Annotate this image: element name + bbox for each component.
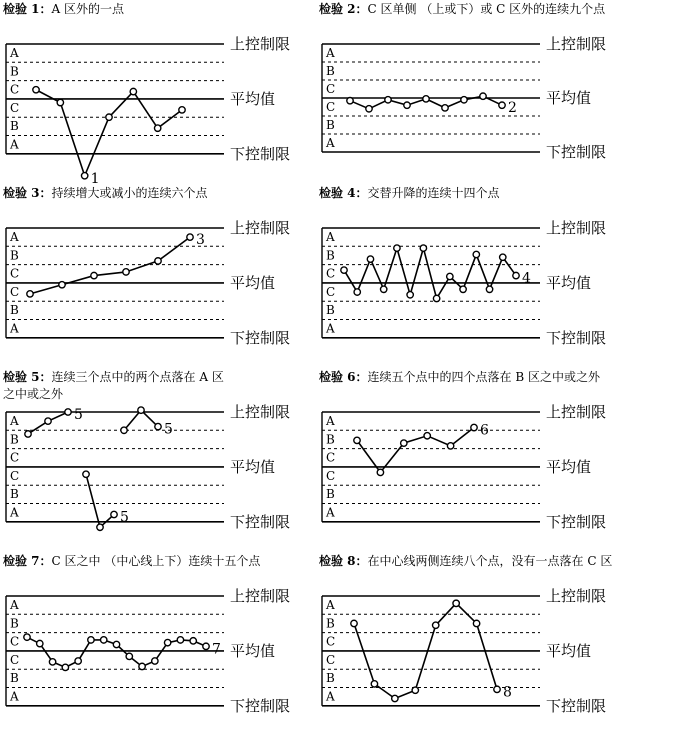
zone-label: B: [10, 616, 19, 631]
zone-label: B: [10, 303, 19, 318]
data-point: [45, 418, 51, 424]
data-point: [347, 98, 353, 104]
data-point: [433, 622, 439, 628]
data-point: [351, 620, 357, 626]
zone-label: B: [10, 487, 19, 502]
data-point: [113, 641, 119, 647]
panel-title-text: C 区单侧 （上或下）或 C 区外的连续九个点: [367, 2, 606, 16]
data-point: [179, 107, 185, 113]
test-number-label: 6: [480, 422, 489, 439]
data-point: [500, 254, 506, 260]
data-point: [27, 291, 33, 297]
data-point: [433, 295, 439, 301]
zone-label: B: [326, 432, 335, 447]
data-point: [354, 437, 360, 443]
data-point: [367, 256, 373, 262]
ucl-label: 上控制限: [546, 587, 607, 605]
center-label: 平均值: [230, 641, 276, 660]
data-point: [83, 471, 89, 477]
lcl-label: 下控制限: [230, 512, 291, 531]
data-point: [25, 431, 31, 437]
zone-label: A: [10, 46, 19, 60]
data-point: [385, 97, 391, 103]
data-point: [177, 637, 183, 643]
zone-label: A: [10, 137, 19, 152]
data-point: [111, 511, 117, 517]
lcl-label: 下控制限: [546, 696, 607, 715]
ucl-label: 上控制限: [230, 403, 291, 421]
panel-title-prefix: 检验 7：: [3, 554, 52, 568]
center-label: 平均值: [546, 641, 592, 660]
ucl-label: 上控制限: [546, 219, 607, 237]
center-label: 平均值: [230, 273, 276, 292]
lcl-label: 下控制限: [546, 328, 607, 347]
panel-title-prefix: 检验 5：: [3, 370, 52, 384]
data-point: [473, 620, 479, 626]
series-line: [30, 237, 190, 294]
zone-label: C: [326, 652, 336, 667]
zone-label: A: [10, 321, 19, 336]
series-line: [357, 428, 474, 473]
data-point: [401, 440, 407, 446]
zone-label: C: [10, 266, 20, 281]
data-point: [164, 639, 170, 645]
ucl-label: 上控制限: [546, 403, 607, 421]
zone-label: A: [10, 598, 19, 612]
lcl-label: 下控制限: [230, 144, 291, 163]
panel-title-text: 交替升降的连续十四个点: [367, 186, 500, 200]
data-point: [371, 681, 377, 687]
panel-title-prefix: 检验 2：: [319, 2, 368, 16]
center-label: 平均值: [546, 89, 592, 107]
test-number-label: 4: [522, 270, 531, 287]
control-chart: [316, 184, 632, 368]
test-number-label: 3: [196, 232, 205, 249]
test-number-label: 1: [90, 170, 100, 187]
zone-label: C: [326, 266, 336, 281]
zone-label: B: [326, 671, 335, 686]
zone-label: B: [326, 64, 335, 78]
control-chart: [0, 184, 316, 368]
zone-label: A: [326, 321, 335, 336]
zone-label: A: [326, 230, 335, 244]
control-chart: [0, 0, 316, 187]
data-point: [138, 407, 144, 413]
data-point: [473, 251, 479, 257]
data-point: [91, 272, 97, 278]
ucl-label: 上控制限: [230, 587, 291, 605]
zone-label: A: [326, 414, 335, 428]
data-point: [471, 424, 477, 430]
data-point: [394, 245, 400, 251]
data-point: [460, 286, 466, 292]
panel-title-text: 持续增大或减小的连续六个点: [51, 186, 208, 200]
panel-title-text: 在中心线两侧连续八个点，没有一点落在 C 区: [367, 554, 613, 568]
test-number-label: 2: [508, 100, 517, 117]
data-point: [190, 638, 196, 644]
zone-label: C: [326, 284, 336, 299]
zone-label: C: [326, 100, 336, 114]
data-point: [37, 640, 43, 646]
data-point: [420, 245, 426, 251]
data-point: [121, 427, 127, 433]
lcl-label: 下控制限: [230, 328, 291, 347]
data-point: [123, 269, 129, 275]
zone-label: B: [10, 432, 19, 447]
data-point: [513, 272, 519, 278]
zone-label: C: [326, 634, 336, 649]
panel-title-prefix: 检验 8：: [319, 554, 368, 568]
data-point: [453, 600, 459, 606]
test-number-label: 5: [164, 421, 173, 438]
data-point: [81, 173, 87, 179]
zone-label: C: [326, 468, 336, 483]
zone-label: A: [326, 689, 335, 704]
data-point: [155, 258, 161, 264]
data-point: [412, 687, 418, 693]
data-point: [423, 96, 429, 102]
data-point: [97, 524, 103, 530]
zone-label: B: [10, 671, 19, 686]
zone-label: A: [10, 689, 19, 704]
data-point: [499, 102, 505, 108]
data-point: [62, 664, 68, 670]
data-point: [366, 106, 372, 112]
zone-label: C: [10, 82, 20, 97]
lcl-label: 下控制限: [546, 512, 607, 531]
ucl-label: 上控制限: [546, 35, 607, 53]
panel-title-text: 连续五个点中的四个点落在 B 区之中或之外: [367, 370, 600, 384]
zone-label: B: [326, 248, 335, 263]
panel-title-prefix: 检验 3：: [3, 186, 52, 200]
zone-label: A: [10, 414, 19, 428]
data-point: [392, 695, 398, 701]
zone-label: B: [10, 119, 19, 134]
zone-label: C: [326, 450, 336, 465]
data-point: [424, 433, 430, 439]
zone-label: C: [10, 468, 20, 483]
data-point: [377, 469, 383, 475]
lcl-label: 下控制限: [546, 143, 607, 161]
zone-label: A: [326, 598, 335, 612]
panel-title-prefix: 检验 4：: [319, 186, 368, 200]
zone-label: B: [326, 616, 335, 631]
data-point: [341, 267, 347, 273]
data-point: [152, 658, 158, 664]
data-point: [75, 658, 81, 664]
zone-label: A: [10, 230, 19, 244]
panel-title-text: C 区之中 （中心线上下）连续十五个点: [51, 554, 261, 568]
data-point: [480, 93, 486, 99]
zone-label: B: [326, 487, 335, 502]
center-label: 平均值: [546, 273, 592, 292]
data-point: [126, 653, 132, 659]
zone-label: C: [10, 450, 20, 465]
data-point: [155, 423, 161, 429]
panel-title-prefix: 检验 1：: [3, 2, 52, 16]
center-label: 平均值: [546, 457, 592, 476]
data-point: [33, 87, 39, 93]
data-point: [380, 286, 386, 292]
zone-label: B: [326, 118, 335, 132]
data-point: [57, 99, 63, 105]
panel-title-text-2: 之中或之外: [3, 387, 64, 401]
data-point: [101, 637, 107, 643]
zone-label: B: [326, 303, 335, 318]
data-point: [442, 105, 448, 111]
zone-label: A: [10, 505, 19, 520]
data-point: [59, 282, 65, 288]
panel-title-prefix: 检验 6：: [319, 370, 368, 384]
data-point: [88, 637, 94, 643]
zone-label: A: [326, 505, 335, 520]
zone-label: C: [10, 652, 20, 667]
test-number-label: 5: [120, 509, 129, 526]
data-point: [494, 686, 500, 692]
test-number-label: 8: [503, 684, 512, 701]
panel-title-text: A 区外的一点: [51, 2, 125, 16]
test-number-label: 7: [212, 641, 221, 658]
control-chart: [316, 552, 632, 736]
zone-label: C: [10, 100, 20, 115]
data-point: [106, 114, 112, 120]
zone-label: B: [10, 248, 19, 263]
data-point: [24, 634, 30, 640]
data-point: [65, 409, 71, 415]
zone-label: B: [10, 64, 19, 79]
data-point: [130, 88, 136, 94]
center-label: 平均值: [230, 89, 276, 108]
zone-label: C: [10, 634, 20, 649]
lcl-label: 下控制限: [230, 696, 291, 715]
data-point: [139, 663, 145, 669]
center-label: 平均值: [230, 457, 276, 476]
data-point: [203, 643, 209, 649]
data-point: [49, 659, 55, 665]
test-number-label: 5: [74, 407, 83, 423]
zone-label: C: [10, 284, 20, 299]
data-point: [404, 102, 410, 108]
data-point: [447, 273, 453, 279]
data-point: [354, 289, 360, 295]
data-point: [154, 125, 160, 131]
panel-title-text: 连续三个点中的两个点落在 A 区: [51, 370, 224, 384]
data-point: [447, 443, 453, 449]
zone-label: A: [326, 46, 335, 60]
series-line: [86, 474, 114, 527]
ucl-label: 上控制限: [230, 219, 291, 237]
control-chart: [316, 368, 632, 552]
data-point: [407, 292, 413, 298]
control-chart: [316, 0, 632, 184]
zone-label: A: [326, 136, 335, 150]
data-point: [187, 234, 193, 240]
control-chart: [0, 552, 316, 736]
data-point: [486, 286, 492, 292]
control-chart: [0, 368, 316, 552]
ucl-label: 上控制限: [230, 35, 291, 53]
data-point: [461, 97, 467, 103]
zone-label: C: [326, 82, 336, 96]
